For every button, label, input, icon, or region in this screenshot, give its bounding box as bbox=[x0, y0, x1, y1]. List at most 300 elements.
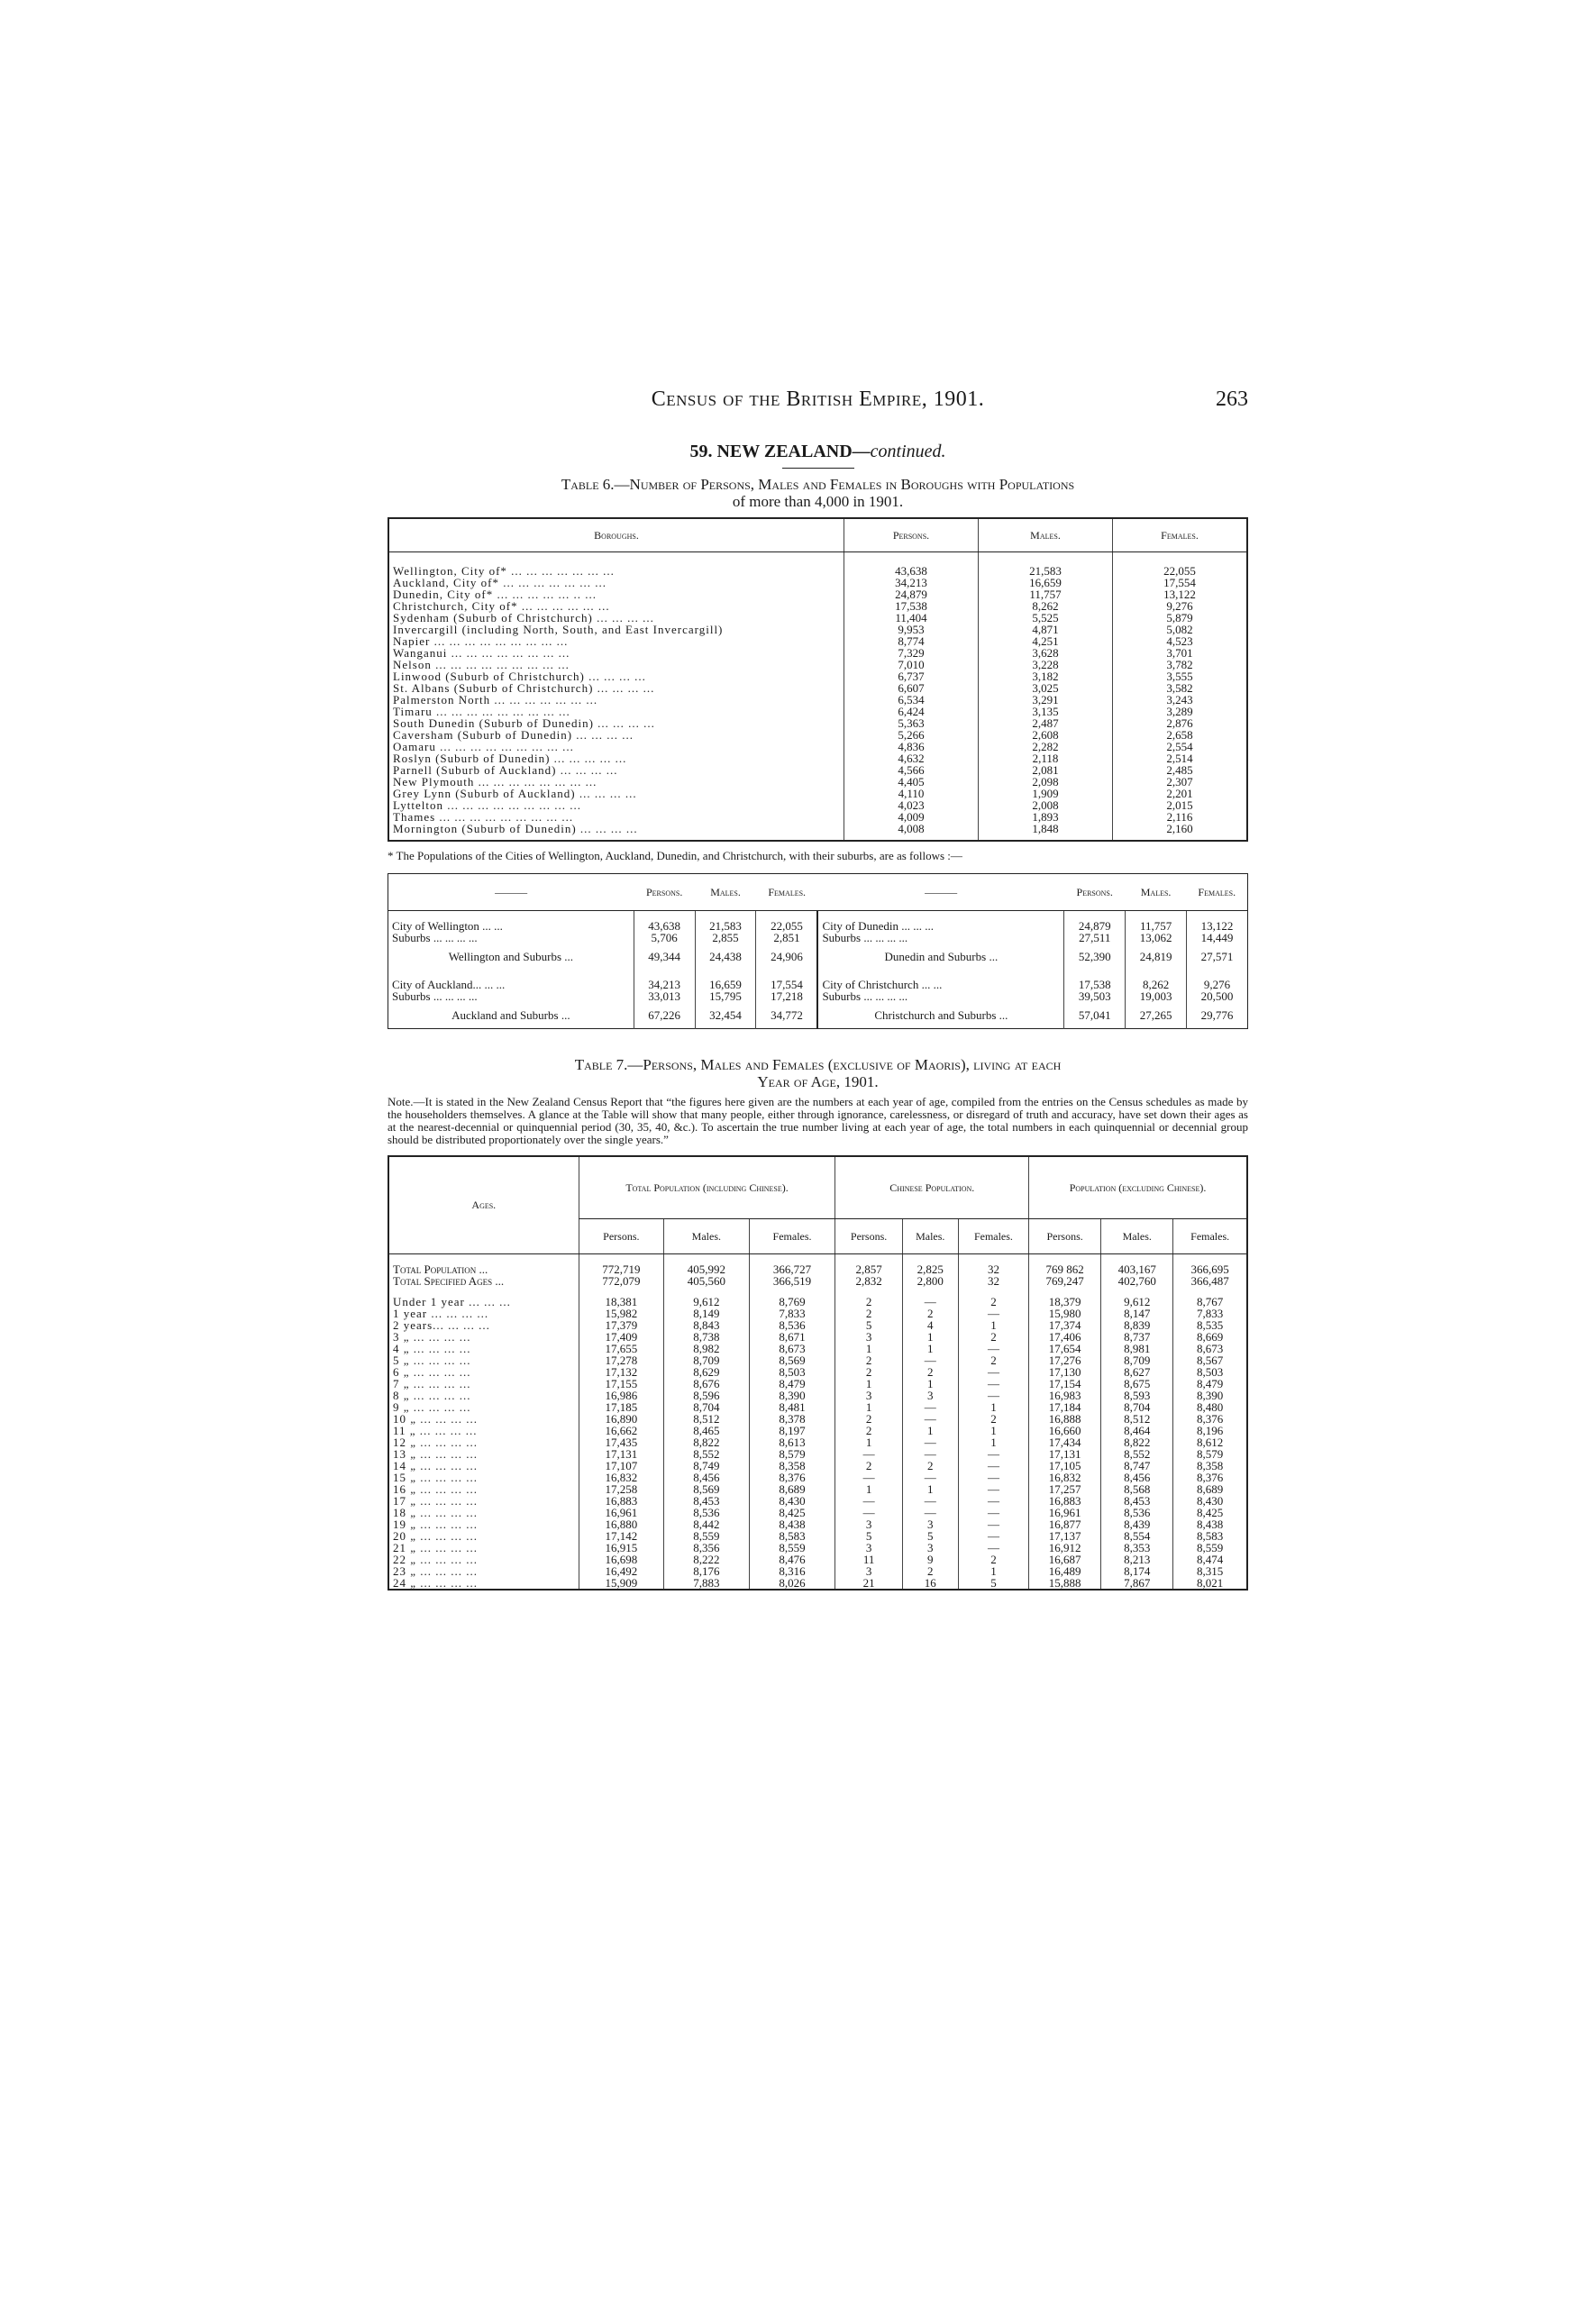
left-label-cell: Auckland and Suburbs ... bbox=[451, 1008, 570, 1022]
males-value: 3,135 bbox=[979, 706, 1113, 717]
total-males-cell: 8,552 bbox=[664, 1448, 750, 1460]
left-persons-cell: 43,638 bbox=[634, 911, 695, 933]
right-label-cell: Christchurch and Suburbs ... bbox=[817, 1002, 1063, 1029]
total-persons-cell: 16,832 bbox=[579, 1472, 664, 1483]
left-females-cell: 22,055 bbox=[756, 911, 817, 933]
males-value: 11,757 bbox=[979, 588, 1113, 600]
total-persons-cell: 17,435 bbox=[579, 1436, 664, 1448]
females-value: 5,082 bbox=[1113, 624, 1248, 635]
age-row bbox=[388, 1331, 1247, 1343]
males-value: 21,583 bbox=[979, 552, 1113, 578]
age-label-cell: 7 „ ... ... ... ... bbox=[393, 1377, 471, 1390]
excl-males-cell: 8,147 bbox=[1101, 1308, 1173, 1319]
excl-females-cell: 7,833 bbox=[1173, 1308, 1247, 1319]
sub-header-excl-males: Males. bbox=[1101, 1219, 1173, 1254]
total-males-cell: 405,992 bbox=[664, 1254, 750, 1276]
right-persons-cell: 17,538 bbox=[1064, 970, 1126, 990]
males-value: 5,525 bbox=[979, 612, 1113, 624]
chinese-females-cell: — bbox=[958, 1366, 1028, 1378]
chinese-persons-cell: 5 bbox=[835, 1530, 902, 1542]
age-row bbox=[388, 1436, 1247, 1448]
persons-value: 34,213 bbox=[844, 577, 979, 588]
total-males-cell: 7,883 bbox=[664, 1577, 750, 1590]
excl-persons-cell: 18,379 bbox=[1029, 1296, 1101, 1308]
excl-males-cell: 8,593 bbox=[1101, 1390, 1173, 1401]
chinese-males-cell: 2 bbox=[902, 1308, 958, 1319]
excl-females-cell: 8,480 bbox=[1173, 1401, 1247, 1413]
excl-males-cell: 8,981 bbox=[1101, 1343, 1173, 1354]
chinese-males-cell: 9 bbox=[902, 1554, 958, 1565]
age-label-cell: Under 1 year ... ... ... bbox=[393, 1295, 511, 1308]
total-females-cell: 8,671 bbox=[749, 1331, 835, 1343]
chinese-persons-cell: 2 bbox=[835, 1413, 902, 1425]
age-row bbox=[388, 1319, 1247, 1331]
sub-header-chinese-persons: Persons. bbox=[835, 1219, 902, 1254]
age-row bbox=[388, 1518, 1247, 1530]
total-persons-cell: 17,142 bbox=[579, 1530, 664, 1542]
excl-persons-cell: 17,406 bbox=[1029, 1331, 1101, 1343]
footnote: * The Populations of the Cities of Wellington, Auckland, Dunedin, and Christchurch, with their suburbs, are as follows :— bbox=[388, 849, 962, 862]
total-males-cell: 405,560 bbox=[664, 1275, 750, 1296]
males-value: 2,487 bbox=[979, 717, 1113, 729]
borough-name: Palmerston North ... ... ... ... ... ... ... bbox=[393, 693, 598, 706]
group-header-excluding-chinese: Population (excluding Chinese). bbox=[1029, 1156, 1247, 1219]
total-males-cell: 8,453 bbox=[664, 1495, 750, 1507]
age-label-cell: 20 „ ... ... ... ... bbox=[393, 1529, 479, 1543]
right-persons-cell: 39,503 bbox=[1064, 990, 1126, 1002]
right-females-cell: 29,776 bbox=[1187, 1002, 1248, 1029]
females-value: 2,201 bbox=[1113, 788, 1248, 799]
excl-persons-cell: 17,374 bbox=[1029, 1319, 1101, 1331]
excl-males-cell: 402,760 bbox=[1101, 1275, 1173, 1296]
total-females-cell: 8,476 bbox=[749, 1554, 835, 1565]
sub-header-total-males: Males. bbox=[664, 1219, 750, 1254]
ages-group-header-row bbox=[388, 1156, 1247, 1219]
excl-persons-cell: 16,660 bbox=[1029, 1425, 1101, 1436]
persons-value: 4,023 bbox=[844, 799, 979, 811]
females-value: 9,276 bbox=[1113, 600, 1248, 612]
table6-caption bbox=[388, 476, 1248, 510]
total-persons-cell: 17,107 bbox=[579, 1460, 664, 1472]
excl-persons-cell: 16,888 bbox=[1029, 1413, 1101, 1425]
chinese-females-cell: — bbox=[958, 1460, 1028, 1472]
age-row bbox=[388, 1472, 1247, 1483]
section-title bbox=[388, 442, 1248, 462]
total-females-cell: 8,559 bbox=[749, 1542, 835, 1554]
left-persons-cell: 33,013 bbox=[634, 990, 695, 1002]
total-females-cell: 7,833 bbox=[749, 1308, 835, 1319]
excl-males-cell: 8,174 bbox=[1101, 1565, 1173, 1577]
males-value: 3,291 bbox=[979, 694, 1113, 706]
total-persons-cell: 17,655 bbox=[579, 1343, 664, 1354]
chinese-males-cell: 1 bbox=[902, 1378, 958, 1390]
right-males-cell: 24,819 bbox=[1126, 943, 1187, 970]
persons-value: 4,566 bbox=[844, 764, 979, 776]
chinese-males-cell: 2,825 bbox=[902, 1254, 958, 1276]
excl-females-cell: 8,767 bbox=[1173, 1296, 1247, 1308]
table7-caption-line2: Year of Age, 1901. bbox=[757, 1073, 879, 1090]
age-label-cell: 18 „ ... ... ... ... bbox=[393, 1506, 479, 1519]
age-row bbox=[388, 1296, 1247, 1308]
total-males-cell: 8,222 bbox=[664, 1554, 750, 1565]
total-persons-cell: 16,986 bbox=[579, 1390, 664, 1401]
total-males-cell: 8,512 bbox=[664, 1413, 750, 1425]
total-females-cell: 8,583 bbox=[749, 1530, 835, 1542]
males-value: 1,848 bbox=[979, 823, 1113, 841]
left-persons-cell: 49,344 bbox=[634, 943, 695, 970]
total-females-cell: 8,438 bbox=[749, 1518, 835, 1530]
total-males-cell: 8,596 bbox=[664, 1390, 750, 1401]
age-row bbox=[388, 1565, 1247, 1577]
table7-caption bbox=[388, 1056, 1248, 1090]
excl-females-cell: 8,689 bbox=[1173, 1483, 1247, 1495]
suburbs-header-row bbox=[388, 874, 1248, 911]
females-value: 2,160 bbox=[1113, 823, 1248, 841]
persons-value: 4,110 bbox=[844, 788, 979, 799]
borough-name: Grey Lynn (Suburb of Auckland) ... ... ... ... bbox=[393, 787, 637, 800]
total-persons-cell: 17,258 bbox=[579, 1483, 664, 1495]
total-males-cell: 8,456 bbox=[664, 1472, 750, 1483]
persons-value: 5,363 bbox=[844, 717, 979, 729]
excl-males-cell: 8,453 bbox=[1101, 1495, 1173, 1507]
age-label-cell: 21 „ ... ... ... ... bbox=[393, 1541, 479, 1554]
excl-females-cell: 366,487 bbox=[1173, 1275, 1247, 1296]
chinese-males-cell: — bbox=[902, 1401, 958, 1413]
chinese-males-cell: — bbox=[902, 1495, 958, 1507]
age-row bbox=[388, 1577, 1247, 1590]
excl-males-cell: 8,709 bbox=[1101, 1354, 1173, 1366]
chinese-persons-cell: 5 bbox=[835, 1319, 902, 1331]
females-value: 22,055 bbox=[1113, 552, 1248, 578]
persons-value: 4,008 bbox=[844, 823, 979, 841]
excl-females-cell: 8,535 bbox=[1173, 1319, 1247, 1331]
age-label-cell: 11 „ ... ... ... ... bbox=[393, 1424, 478, 1437]
females-value: 3,243 bbox=[1113, 694, 1248, 706]
left-males-cell: 15,795 bbox=[695, 990, 756, 1002]
age-row bbox=[388, 1308, 1247, 1319]
total-persons-cell: 16,698 bbox=[579, 1554, 664, 1565]
persons-value: 8,774 bbox=[844, 635, 979, 647]
total-females-cell: 8,430 bbox=[749, 1495, 835, 1507]
total-males-cell: 8,982 bbox=[664, 1343, 750, 1354]
totals-row bbox=[388, 1254, 1247, 1276]
total-males-cell: 8,536 bbox=[664, 1507, 750, 1518]
chinese-persons-cell: 2,832 bbox=[835, 1275, 902, 1296]
age-label-cell: 5 „ ... ... ... ... bbox=[393, 1354, 471, 1367]
chinese-males-cell: 1 bbox=[902, 1343, 958, 1354]
excl-males-cell: 8,536 bbox=[1101, 1507, 1173, 1518]
right-females-cell: 20,500 bbox=[1187, 990, 1248, 1002]
excl-males-cell: 8,747 bbox=[1101, 1460, 1173, 1472]
total-males-cell: 8,843 bbox=[664, 1319, 750, 1331]
chinese-males-cell: — bbox=[902, 1413, 958, 1425]
excl-persons-cell: 16,883 bbox=[1029, 1495, 1101, 1507]
chinese-females-cell: — bbox=[958, 1390, 1028, 1401]
age-label-cell: 23 „ ... ... ... ... bbox=[393, 1564, 479, 1578]
chinese-females-cell: 32 bbox=[958, 1254, 1028, 1276]
age-label-cell: Total Specified Ages ... bbox=[393, 1274, 505, 1288]
females-value: 3,582 bbox=[1113, 682, 1248, 694]
excl-persons-cell: 16,832 bbox=[1029, 1472, 1101, 1483]
age-label-cell: Total Population ... bbox=[393, 1262, 488, 1276]
excl-persons-cell: 769 862 bbox=[1029, 1254, 1101, 1276]
group-header-total-population: Total Population (including Chinese). bbox=[579, 1156, 835, 1219]
suburbs-row bbox=[388, 911, 1248, 933]
age-row bbox=[388, 1530, 1247, 1542]
excl-persons-cell: 17,654 bbox=[1029, 1343, 1101, 1354]
excl-females-cell: 8,358 bbox=[1173, 1460, 1247, 1472]
chinese-persons-cell: 1 bbox=[835, 1343, 902, 1354]
total-males-cell: 8,442 bbox=[664, 1518, 750, 1530]
age-label-cell: 4 „ ... ... ... ... bbox=[393, 1342, 471, 1355]
chinese-persons-cell: 1 bbox=[835, 1401, 902, 1413]
col-header-boroughs: Boroughs. bbox=[388, 518, 844, 552]
excl-persons-cell: 16,877 bbox=[1029, 1518, 1101, 1530]
borough-name: Wanganui ... ... ... ... ... ... ... ... bbox=[393, 646, 570, 660]
borough-name: Sydenham (Suburb of Christchurch) ... ... ... ... bbox=[393, 611, 654, 624]
total-males-cell: 9,612 bbox=[664, 1296, 750, 1308]
total-persons-cell: 772,079 bbox=[579, 1275, 664, 1296]
sub-header-chinese-females: Females. bbox=[958, 1219, 1028, 1254]
sub-header-total-females: Females. bbox=[749, 1219, 835, 1254]
total-males-cell: 8,629 bbox=[664, 1366, 750, 1378]
suburbs-total-row bbox=[388, 1002, 1248, 1029]
males-value: 2,282 bbox=[979, 741, 1113, 752]
excl-males-cell: 8,353 bbox=[1101, 1542, 1173, 1554]
excl-females-cell: 8,425 bbox=[1173, 1507, 1247, 1518]
chinese-males-cell: 3 bbox=[902, 1542, 958, 1554]
age-row bbox=[388, 1495, 1247, 1507]
boroughs-table bbox=[388, 517, 1248, 842]
total-males-cell: 8,569 bbox=[664, 1483, 750, 1495]
left-label-cell: Suburbs ... ... ... ... bbox=[392, 989, 478, 1003]
suburbs-col-header-females-right: Females. bbox=[1187, 874, 1248, 911]
age-label-cell: 8 „ ... ... ... ... bbox=[393, 1389, 471, 1402]
total-females-cell: 8,358 bbox=[749, 1460, 835, 1472]
total-males-cell: 8,709 bbox=[664, 1354, 750, 1366]
left-label-cell: City of Auckland... ... ... bbox=[392, 978, 506, 991]
age-label-cell: 1 year ... ... ... ... bbox=[393, 1307, 489, 1320]
chinese-females-cell: — bbox=[958, 1378, 1028, 1390]
males-value: 3,182 bbox=[979, 670, 1113, 682]
excl-persons-cell: 17,154 bbox=[1029, 1378, 1101, 1390]
total-females-cell: 8,026 bbox=[749, 1577, 835, 1590]
excl-females-cell: 8,583 bbox=[1173, 1530, 1247, 1542]
males-value: 2,118 bbox=[979, 752, 1113, 764]
chinese-persons-cell: 11 bbox=[835, 1554, 902, 1565]
borough-name: Roslyn (Suburb of Dunedin) ... ... ... ... ... bbox=[393, 752, 627, 765]
total-persons-cell: 16,880 bbox=[579, 1518, 664, 1530]
females-value: 4,523 bbox=[1113, 635, 1248, 647]
chinese-females-cell: 1 bbox=[958, 1436, 1028, 1448]
right-females-cell: 9,276 bbox=[1187, 970, 1248, 990]
excl-males-cell: 403,167 bbox=[1101, 1254, 1173, 1276]
chinese-males-cell: — bbox=[902, 1436, 958, 1448]
chinese-males-cell: 2,800 bbox=[902, 1275, 958, 1296]
col-header-males: Males. bbox=[979, 518, 1113, 552]
right-males-cell: 27,265 bbox=[1126, 1002, 1187, 1029]
total-females-cell: 8,689 bbox=[749, 1483, 835, 1495]
age-row bbox=[388, 1542, 1247, 1554]
borough-name: Timaru ... ... ... ... ... ... ... ... ... bbox=[393, 705, 570, 718]
right-label-cell: City of Dunedin ... ... ... bbox=[817, 911, 1063, 933]
males-value: 8,262 bbox=[979, 600, 1113, 612]
excl-persons-cell: 15,980 bbox=[1029, 1308, 1101, 1319]
right-females-cell: 14,449 bbox=[1187, 932, 1248, 943]
total-males-cell: 8,749 bbox=[664, 1460, 750, 1472]
chinese-females-cell: 5 bbox=[958, 1577, 1028, 1590]
females-value: 13,122 bbox=[1113, 588, 1248, 600]
males-value: 3,025 bbox=[979, 682, 1113, 694]
borough-name: St. Albans (Suburb of Christchurch) ... ... ... ... bbox=[393, 681, 655, 695]
persons-value: 24,879 bbox=[844, 588, 979, 600]
right-label-cell: Suburbs ... ... ... ... bbox=[817, 990, 1063, 1002]
borough-name: Parnell (Suburb of Auckland) ... ... ... ... bbox=[393, 763, 618, 777]
total-females-cell: 366,519 bbox=[749, 1275, 835, 1296]
persons-value: 4,836 bbox=[844, 741, 979, 752]
age-label-cell: 15 „ ... ... ... ... bbox=[393, 1471, 479, 1484]
borough-name: New Plymouth ... ... ... ... ... ... ... ... bbox=[393, 775, 597, 788]
excl-females-cell: 8,567 bbox=[1173, 1354, 1247, 1366]
left-females-cell: 2,851 bbox=[756, 932, 817, 943]
chinese-females-cell: 1 bbox=[958, 1565, 1028, 1577]
section-rule bbox=[782, 468, 854, 469]
col-header-ages: Ages. bbox=[388, 1156, 579, 1254]
chinese-persons-cell: 3 bbox=[835, 1390, 902, 1401]
total-females-cell: 8,197 bbox=[749, 1425, 835, 1436]
col-header-persons: Persons. bbox=[844, 518, 979, 552]
total-persons-cell: 17,409 bbox=[579, 1331, 664, 1343]
chinese-persons-cell: — bbox=[835, 1448, 902, 1460]
age-label-cell: 6 „ ... ... ... ... bbox=[393, 1365, 471, 1379]
total-persons-cell: 17,132 bbox=[579, 1366, 664, 1378]
right-persons-cell: 52,390 bbox=[1064, 943, 1126, 970]
persons-value: 6,607 bbox=[844, 682, 979, 694]
chinese-males-cell: 1 bbox=[902, 1331, 958, 1343]
persons-value: 9,953 bbox=[844, 624, 979, 635]
chinese-persons-cell: 3 bbox=[835, 1565, 902, 1577]
left-label-cell: Wellington and Suburbs ... bbox=[448, 950, 574, 963]
chinese-females-cell: 2 bbox=[958, 1354, 1028, 1366]
excl-males-cell: 8,839 bbox=[1101, 1319, 1173, 1331]
chinese-males-cell: 3 bbox=[902, 1390, 958, 1401]
age-row bbox=[388, 1343, 1247, 1354]
total-females-cell: 8,579 bbox=[749, 1448, 835, 1460]
age-row bbox=[388, 1425, 1247, 1436]
left-males-cell: 16,659 bbox=[695, 970, 756, 990]
page bbox=[388, 387, 1248, 1591]
excl-males-cell: 8,704 bbox=[1101, 1401, 1173, 1413]
total-persons-cell: 16,883 bbox=[579, 1495, 664, 1507]
chinese-persons-cell: 21 bbox=[835, 1577, 902, 1590]
chinese-persons-cell: 2 bbox=[835, 1366, 902, 1378]
excl-males-cell: 8,464 bbox=[1101, 1425, 1173, 1436]
chinese-persons-cell: — bbox=[835, 1507, 902, 1518]
total-persons-cell: 15,909 bbox=[579, 1577, 664, 1590]
excl-persons-cell: 15,888 bbox=[1029, 1577, 1101, 1590]
age-row bbox=[388, 1460, 1247, 1472]
suburbs-col-header-females-left: Females. bbox=[756, 874, 817, 911]
excl-males-cell: 8,675 bbox=[1101, 1378, 1173, 1390]
left-females-cell: 17,554 bbox=[756, 970, 817, 990]
excl-females-cell: 8,438 bbox=[1173, 1518, 1247, 1530]
chinese-males-cell: 2 bbox=[902, 1460, 958, 1472]
excl-males-cell: 8,822 bbox=[1101, 1436, 1173, 1448]
total-males-cell: 8,559 bbox=[664, 1530, 750, 1542]
borough-name: Caversham (Suburb of Dunedin) ... ... ... ... bbox=[393, 728, 634, 742]
borough-name: Auckland, City of* ... ... ... ... ... ... ... bbox=[393, 576, 607, 589]
total-persons-cell: 17,278 bbox=[579, 1354, 664, 1366]
excl-females-cell: 366,695 bbox=[1173, 1254, 1247, 1276]
suburbs-row bbox=[388, 990, 1248, 1002]
cities-suburbs-table bbox=[388, 873, 1248, 1029]
chinese-females-cell: — bbox=[958, 1530, 1028, 1542]
total-females-cell: 8,569 bbox=[749, 1354, 835, 1366]
total-persons-cell: 772,719 bbox=[579, 1254, 664, 1276]
chinese-persons-cell: 2 bbox=[835, 1296, 902, 1308]
excl-males-cell: 8,456 bbox=[1101, 1472, 1173, 1483]
excl-females-cell: 8,474 bbox=[1173, 1554, 1247, 1565]
age-label-cell: 13 „ ... ... ... ... bbox=[393, 1447, 479, 1461]
total-persons-cell: 16,492 bbox=[579, 1565, 664, 1577]
borough-name: Linwood (Suburb of Christchurch) ... ... ... ... bbox=[393, 670, 646, 683]
right-males-cell: 13,062 bbox=[1126, 932, 1187, 943]
total-males-cell: 8,356 bbox=[664, 1542, 750, 1554]
age-label-cell: 22 „ ... ... ... ... bbox=[393, 1553, 479, 1566]
right-persons-cell: 57,041 bbox=[1064, 1002, 1126, 1029]
excl-persons-cell: 17,434 bbox=[1029, 1436, 1101, 1448]
females-value: 2,116 bbox=[1113, 811, 1248, 823]
right-persons-cell: 24,879 bbox=[1064, 911, 1126, 933]
total-persons-cell: 16,662 bbox=[579, 1425, 664, 1436]
total-females-cell: 366,727 bbox=[749, 1254, 835, 1276]
age-row bbox=[388, 1507, 1247, 1518]
chinese-females-cell: — bbox=[958, 1308, 1028, 1319]
table6-caption-line1: Table 6.—Number of Persons, Males and Females in Boroughs with Populations bbox=[561, 476, 1075, 493]
excl-females-cell: 8,430 bbox=[1173, 1495, 1247, 1507]
age-label-cell: 14 „ ... ... ... ... bbox=[393, 1459, 479, 1472]
males-value: 16,659 bbox=[979, 577, 1113, 588]
age-label-cell: 2 years... ... ... ... bbox=[393, 1318, 490, 1332]
age-row bbox=[388, 1354, 1247, 1366]
persons-value: 11,404 bbox=[844, 612, 979, 624]
chinese-males-cell: 3 bbox=[902, 1518, 958, 1530]
table6-caption-line2: of more than 4,000 in 1901. bbox=[732, 493, 904, 510]
suburbs-col-header-blank-right: ——— bbox=[817, 874, 1063, 911]
total-persons-cell: 18,381 bbox=[579, 1296, 664, 1308]
total-females-cell: 8,376 bbox=[749, 1472, 835, 1483]
right-females-cell: 13,122 bbox=[1187, 911, 1248, 933]
females-value: 3,289 bbox=[1113, 706, 1248, 717]
section-title-continued: continued. bbox=[870, 442, 946, 461]
cities-suburbs-body bbox=[388, 911, 1248, 1029]
suburbs-col-header-males-right: Males. bbox=[1126, 874, 1187, 911]
table-row bbox=[388, 823, 1247, 841]
excl-persons-cell: 769,247 bbox=[1029, 1275, 1101, 1296]
table7-caption-line1: Table 7.—Persons, Males and Females (exclusive of Maoris), living at each bbox=[574, 1056, 1062, 1073]
left-females-cell: 34,772 bbox=[756, 1002, 817, 1029]
boroughs-header-row bbox=[388, 518, 1247, 552]
chinese-males-cell: — bbox=[902, 1472, 958, 1483]
persons-value: 43,638 bbox=[844, 552, 979, 578]
excl-females-cell: 8,196 bbox=[1173, 1425, 1247, 1436]
section-title-text: 59. NEW ZEALAND— bbox=[689, 442, 871, 461]
excl-persons-cell: 16,687 bbox=[1029, 1554, 1101, 1565]
left-females-cell: 17,218 bbox=[756, 990, 817, 1002]
chinese-females-cell: — bbox=[958, 1472, 1028, 1483]
total-persons-cell: 16,915 bbox=[579, 1542, 664, 1554]
totals-row bbox=[388, 1275, 1247, 1296]
